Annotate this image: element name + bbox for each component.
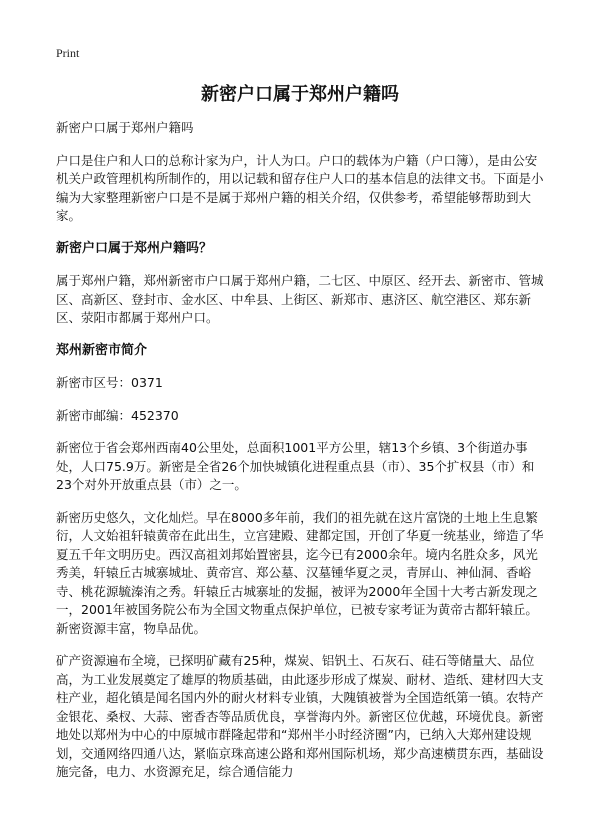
section-heading-intro: 郑州新密市简介 [56, 342, 148, 358]
article-subtitle: 新密户口属于郑州户籍吗 [56, 120, 194, 135]
section-heading-household: 新密户口属于郑州户籍吗？ [56, 240, 213, 256]
location-paragraph: 新密位于省会郑州西南40公里处，总面积1001平方公里，辖13个乡镇、3个街道办事处，人口75.9万。新密是全省26个加快城镇化进程重点县（市）、35个扩权县（市）和23个对外开放重点县（市）之一。 [56, 440, 535, 492]
intro-paragraph: 户口是住户和人口的总称计家为户，计人为口。户口的载体为户籍（户口簿），是由公安机关户政管理机构所制作的，用以记载和留存住户人口的基本信息的法律文书。下面是小编为大家整理新密户口是不是属于郑州户籍的相关介绍，仅供参考，希望能够帮助到大家。 [56, 152, 544, 223]
history-paragraph: 新密历史悠久，文化灿烂。早在8000多年前，我们的祖先就在这片富饶的土地上生息繁衍，人文始祖轩辕黄帝在此出生，立宫建殿、建都定国，开创了华夏一统基业，缔造了华夏五千年文明历史。西汉高祖刘邦始置密县，迄今已有2000余年。境内名胜众多，风光秀美，轩辕丘古城寨城址、黄帝宫、郑公墓、汉墓锺华夏之灵，青屏山、神仙洞、香峪寺、桃花源毓溱洧之秀。轩辕丘古城寨址的发掘，被评为2000年全国十大考古新发现之一，2001年被国务院公布为全国文物重点保护单位，已被专家考证为黄帝古都轩辕丘。新密资源丰富，物阜品优。 [56, 509, 544, 636]
page-title: 新密户口属于郑州户籍吗 [201, 84, 399, 105]
print-link[interactable]: Print [56, 46, 80, 60]
postcode-line: 新密市邮编：452370 [56, 407, 179, 423]
area-code-line: 新密市区号：0371 [56, 375, 163, 390]
article-body [56, 119, 548, 796]
resources-paragraph: 矿产资源遍布全境，已探明矿藏有25种，煤炭、铝钒土、石灰石、硅石等储量大、品位高，为工业发展奠定了雄厚的物质基础，由此逐步形成了煤炭、耐材、造纸、建材四大支柱产业，超化镇是闻名国内外的耐火材料专业镇，大隗镇被誉为全国造纸第一镇。农特产金银花、桑杈、大蒜、密香杏等品质优良，享誉海内外。新密区位优越，环境优良。新密地处以郑州为中心的中原城市群隆起带和“郑州半小时经济圈”内，已纳入大郑州建设规划，交通网络四通八达，紧临京珠高速公路和郑州国际机场，郑少高速横贯东西，基础设施完备，电力、水资源充足，综合通信能力 [56, 653, 544, 779]
household-paragraph: 属于郑州户籍，郑州新密市户口属于郑州户籍，二七区、中原区、经开去、新密市、管城区、高新区、登封市、金水区、中牟县、上街区、新郑市、惠济区、航空港区、郑东新区、荥阳市都属于郑州户口。 [56, 273, 544, 325]
